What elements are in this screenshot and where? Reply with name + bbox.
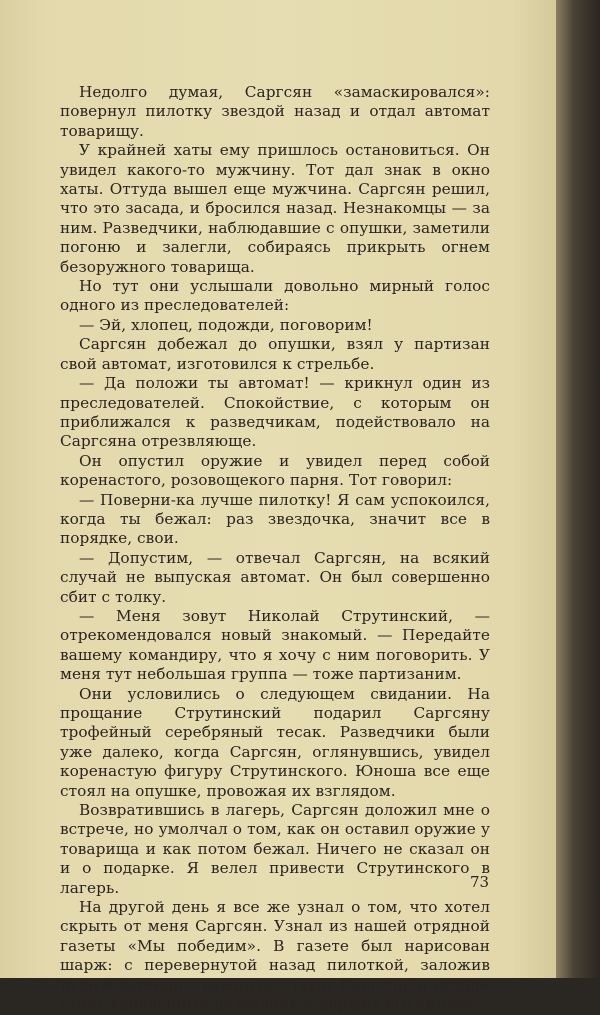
paragraph: — Меня зовут Николай Струтинский, — отрекомендовался новый знакомый. — Передайте вашему командиру, что я хочу с ним поговорить. У меня тут небольшая группа — тоже партизаним. xyxy=(60,606,490,684)
paragraph: Но тут они услышали довольно мирный голос одного из преследователей: xyxy=(60,277,490,315)
book-spine xyxy=(556,0,600,978)
paragraph: — Да положи ты автомат! — крикнул один из преследователей. Спокойствие, с которым он приближался к разведчикам, подействовало на Саргсяна отрезвляюще. xyxy=(60,374,490,451)
paragraph: — Поверни-ка лучше пилотку! Я сам успокоился, когда ты бежал: раз звездочка, значит все в порядке, свои. xyxy=(60,490,490,548)
paragraph: Возвратившись в лагерь, Саргсян доложил мне о встрече, но умолчал о том, как он оставил оружие у товарища и как потом бежал. Ничего не сказал он и о подарке. Я велел привести Струтинского в лагерь. xyxy=(60,801,490,897)
paragraph: — Допустим, — отвечал Саргсян, на всякий случай не выпуская автомат. Он был совершенно сбит с толку. xyxy=(60,548,490,606)
paragraph: Они условились о следующем свидании. На прощание Струтинский подарил Саргсяну трофейный серебряный тесак. Разведчики были уже далеко, когда Саргсян, оглянувшись, увидел коренастую фигуру Струтинского. Юноша все еще стоял на опушке, провожая их взглядом. xyxy=(60,684,490,800)
paragraph: У крайней хаты ему пришлось остановиться. Он увидел какого-то мужчину. Тот дал знак в окно хаты. Оттуда вышел еще мужчина. Саргсян решил, что это засада, и бросился назад. Незнакомцы — за ним. Разведчики, наблюдавшие с опушки, заметили погоню и залегли, собираясь прикрыть огнем безоружного товарища. xyxy=(60,141,490,276)
page-number: 73 xyxy=(470,873,490,891)
paragraph: Саргсян добежал до опушки, взял у партизан свой автомат, изготовился к стрельбе. xyxy=(60,335,490,373)
paragraph: Недолго думая, Саргсян «замаскировался»: повернул пилотку звездой назад и отдал автомат товарищу. xyxy=(60,83,490,140)
page-text xyxy=(60,83,490,1015)
paragraph: — Эй, хлопец, подожди, поговорим! xyxy=(79,315,373,334)
paragraph: На другой день я все же узнал о том, что хотел скрыть от меня Саргсян. Узнал из нашей отрядной газеты «Мы победим». В газете был нарисован шарж: с перевернутой назад пилоткой, заложив руки в карманы, важно шествует Саргсян, а позади стоит удивленный разведчик и держит его автомат. xyxy=(60,898,490,1014)
paragraph: Он опустил оружие и увидел перед собой коренастого, розовощекого парня. Тот говорил: xyxy=(60,451,490,490)
